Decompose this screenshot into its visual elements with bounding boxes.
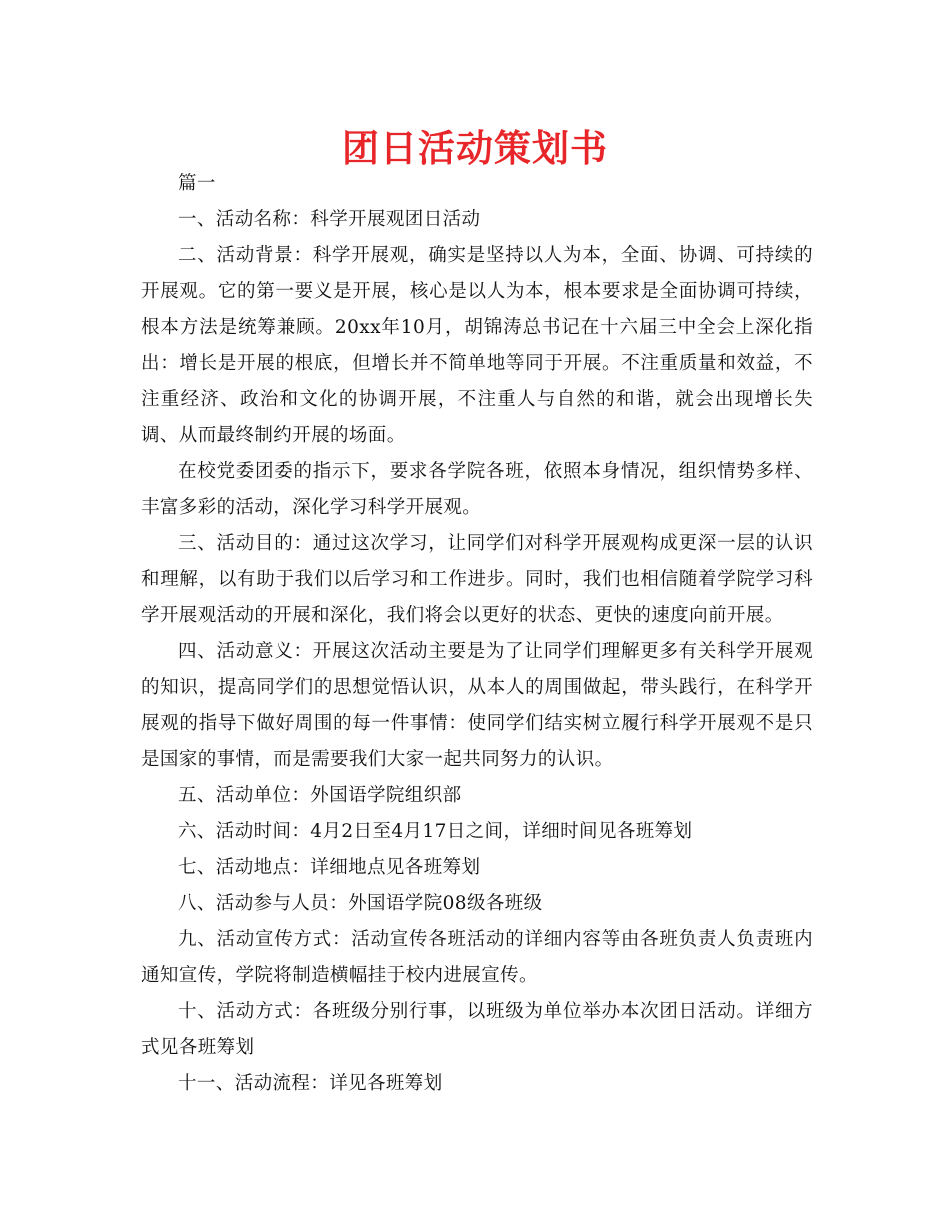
paragraph: 二、活动背景：科学开展观，确实是坚持以人为本，全面、协调、可持续的开展观。它的第一要义是开展，核心是以人为本，根本要求是全面协调可持续，根本方法是统筹兼顾。20xx年10月，胡锦涛总书记在十六届三中全会上深化指出：增长是开展的根底，但增长并不简单地等同于开展。不注重质量和效益，不注重经济、政治和文化的协调开展，不注重人与自然的和谐，就会出现增长失调、从而最终制约开展的场面。 bbox=[141, 245, 813, 446]
paragraph: 五、活动单位：外国语学院组织部 bbox=[178, 785, 462, 806]
paragraph: 九、活动宣传方式：活动宣传各班活动的详细内容等由各班负责人负责班内通知宣传，学院将制造横幅挂于校内进展宣传。 bbox=[141, 929, 813, 986]
document-body bbox=[141, 166, 813, 1102]
paragraph: 十、活动方式：各班级分别行事，以班级为单位举办本次团日活动。详细方式见各班筹划 bbox=[141, 1001, 813, 1058]
paragraph: 篇一 bbox=[178, 173, 216, 194]
paragraph: 一、活动名称：科学开展观团日活动 bbox=[178, 209, 481, 230]
paragraph: 三、活动目的：通过这次学习，让同学们对科学开展观构成更深一层的认识和理解，以有助于我们以后学习和工作进步。同时，我们也相信随着学院学习科学开展观活动的开展和深化，我们将会以更好的状态、更快的速度向前开展。 bbox=[141, 533, 813, 626]
paragraph: 十一、活动流程：详见各班筹划 bbox=[178, 1073, 443, 1094]
paragraph: 六、活动时间：4月2日至4月17日之间，详细时间见各班筹划 bbox=[178, 821, 693, 842]
paragraph: 在校党委团委的指示下，要求各学院各班，依照本身情况，组织情势多样、丰富多彩的活动，深化学习科学开展观。 bbox=[141, 461, 813, 518]
paragraph: 八、活动参与人员：外国语学院08级各班级 bbox=[178, 893, 543, 914]
paragraph: 七、活动地点：详细地点见各班筹划 bbox=[178, 857, 481, 878]
paragraph: 四、活动意义：开展这次活动主要是为了让同学们理解更多有关科学开展观的知识，提高同学们的思想觉悟认识，从本人的周围做起，带头践行，在科学开展观的指导下做好周围的每一件事情：使同学们结实树立履行科学开展观不是只是国家的事情，而是需要我们大家一起共同努力的认识。 bbox=[141, 641, 813, 770]
document-title: 团日活动策划书 bbox=[342, 127, 608, 170]
